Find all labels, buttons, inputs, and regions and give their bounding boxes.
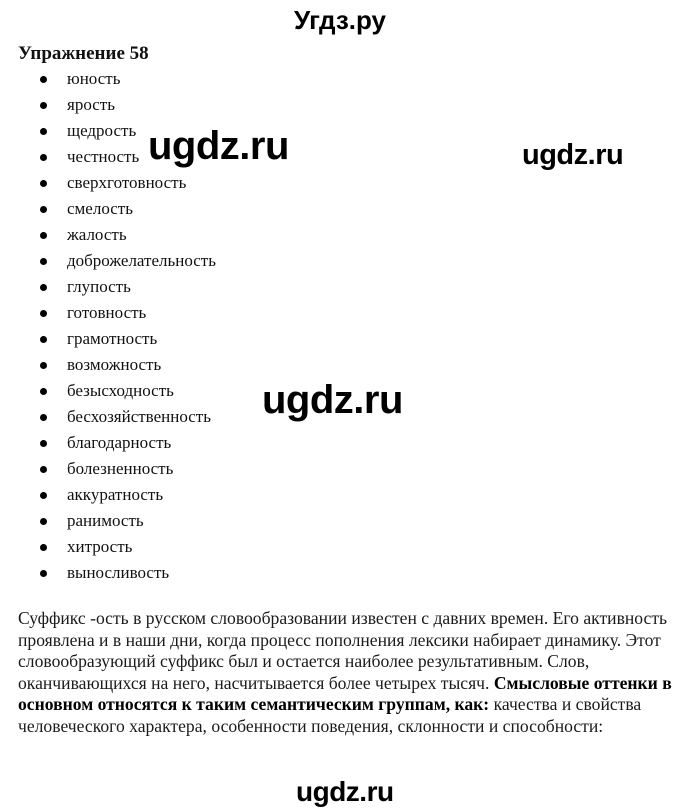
list-item bbox=[0, 378, 216, 404]
word: юность bbox=[67, 69, 121, 88]
watermark: ugdz.ru bbox=[296, 776, 394, 807]
list-item bbox=[0, 482, 216, 508]
list-item bbox=[0, 248, 216, 274]
word: щедрость bbox=[67, 121, 137, 140]
paragraph-text-1: Суффикс -ость в русском словообразовании известен с давних времен. Его активность проявлена и в наши дни, когда процесс пополнения лексики набирает динамику. Этот словообразующий суффикс был и остается наиболее результативным. Слов, оканчивающихся на него, насчитывается более четырех тысяч. bbox=[18, 608, 668, 693]
word: грамотность bbox=[67, 329, 158, 348]
bullet-icon bbox=[40, 362, 47, 369]
word: ярость bbox=[67, 95, 115, 114]
list-item bbox=[0, 274, 216, 300]
bullet-icon bbox=[40, 180, 47, 187]
bullet-icon bbox=[40, 128, 47, 135]
word: честность bbox=[67, 147, 140, 166]
list-item bbox=[0, 196, 216, 222]
word: глупость bbox=[67, 277, 131, 296]
list-item bbox=[0, 300, 216, 326]
list-item bbox=[0, 430, 216, 456]
explanation-paragraph bbox=[18, 608, 678, 738]
list-item bbox=[0, 560, 216, 586]
bullet-icon bbox=[40, 336, 47, 343]
word: ранимость bbox=[67, 511, 144, 530]
bullet-icon bbox=[40, 284, 47, 291]
list-item bbox=[0, 92, 216, 118]
bullet-icon bbox=[40, 258, 47, 265]
list-item bbox=[0, 508, 216, 534]
bullet-icon bbox=[40, 570, 47, 577]
list-item bbox=[0, 534, 216, 560]
word: бесхозяйственность bbox=[67, 407, 211, 426]
bullet-icon bbox=[40, 154, 47, 161]
word: готовность bbox=[67, 303, 147, 322]
bullet-icon bbox=[40, 206, 47, 213]
list-item bbox=[0, 404, 216, 430]
bullet-icon bbox=[40, 232, 47, 239]
word: возможность bbox=[67, 355, 162, 374]
list-item bbox=[0, 352, 216, 378]
watermark: ugdz.ru bbox=[262, 378, 403, 422]
bullet-icon bbox=[40, 414, 47, 421]
list-item bbox=[0, 170, 216, 196]
word: благодарность bbox=[67, 433, 172, 452]
list-item bbox=[0, 326, 216, 352]
word: хитрость bbox=[67, 537, 133, 556]
word: безысходность bbox=[67, 381, 174, 400]
list-item bbox=[0, 222, 216, 248]
bullet-icon bbox=[40, 544, 47, 551]
word: аккуратность bbox=[67, 485, 164, 504]
word: болезненность bbox=[67, 459, 174, 478]
bullet-icon bbox=[40, 310, 47, 317]
watermark: ugdz.ru bbox=[148, 124, 289, 168]
word: выносливость bbox=[67, 563, 170, 582]
word: доброжелательность bbox=[67, 251, 216, 270]
watermark: ugdz.ru bbox=[522, 139, 624, 171]
word: сверхготовность bbox=[67, 173, 187, 192]
word: смелость bbox=[67, 199, 133, 218]
bullet-icon bbox=[40, 76, 47, 83]
list-item bbox=[0, 456, 216, 482]
word: жалость bbox=[67, 225, 127, 244]
paragraph-bold-text: Смысловые оттенки в основном относятся к таким семантическим группам, как: bbox=[18, 672, 672, 715]
bullet-icon bbox=[40, 518, 47, 525]
bullet-icon bbox=[40, 102, 47, 109]
exercise-title: Упражнение 58 bbox=[18, 43, 149, 64]
site-title: Угдз.ру bbox=[294, 5, 386, 35]
list-item bbox=[0, 66, 216, 92]
paragraph-text-2: качества и свойства человеческого характера, особенности поведения, склонности и способности: bbox=[18, 694, 642, 736]
bullet-icon bbox=[40, 492, 47, 499]
bullet-icon bbox=[40, 440, 47, 447]
bullet-icon bbox=[40, 466, 47, 473]
bullet-icon bbox=[40, 388, 47, 395]
